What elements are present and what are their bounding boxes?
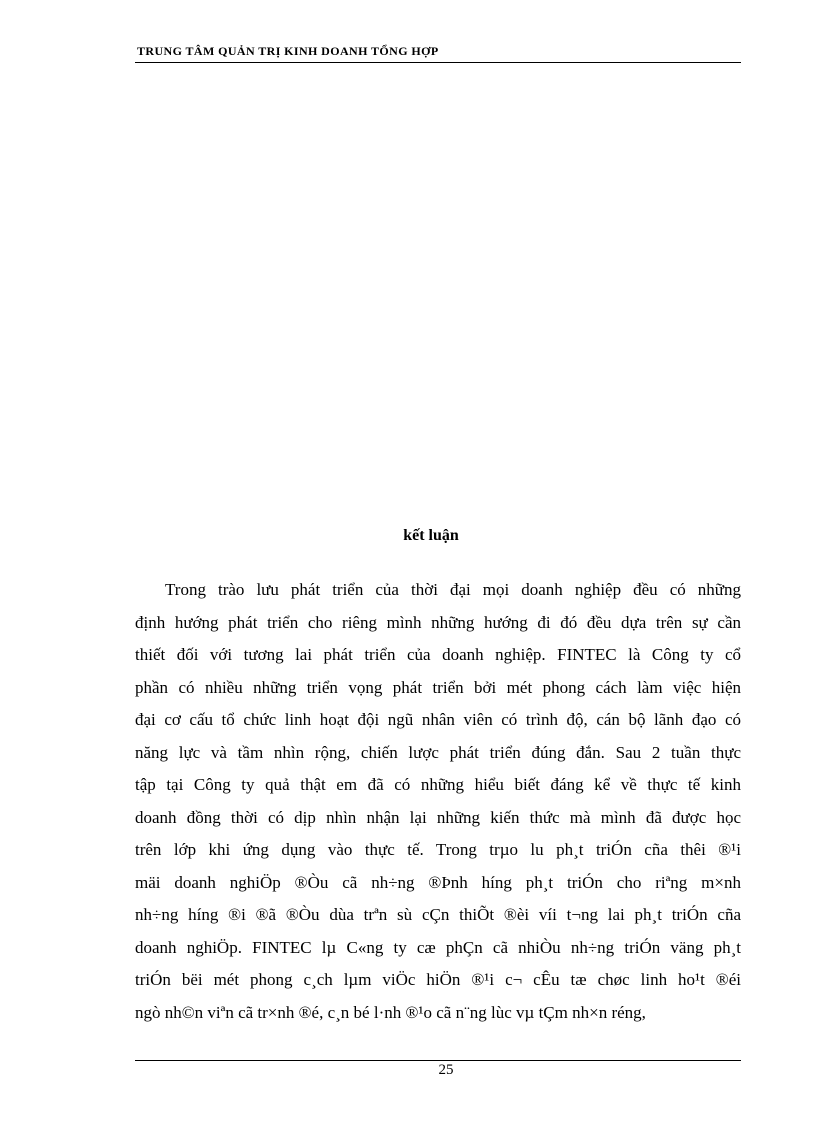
paragraph-line: triÓn bëi mét phong c¸ch lµm viÖc hiÖn ®¹i c¬ cÊu tæ chøc linh ho¹t ®éi xyxy=(135,970,741,989)
body-paragraph xyxy=(135,574,741,1029)
page-number: 25 xyxy=(438,1062,454,1078)
paragraph-line: phần có nhiều những triển vọng phát triển bởi mét phong cách làm việc hiện xyxy=(135,677,741,697)
section-title: kết luận xyxy=(403,527,459,544)
paragraph-line: định hướng phát triển cho riêng mình những hướng đi đó đều dựa trên sự cần xyxy=(135,612,741,632)
paragraph-line: mäi doanh nghiÖp ®Òu cã nh÷ng ®Þnh híng ph¸t triÓn cho riªng m×nh xyxy=(135,872,741,892)
paragraph-line: thiết đối với tương lai phát triển của doanh nghiệp. FINTEC là Công ty cổ xyxy=(135,645,741,664)
paragraph-line: doanh đồng thời có dịp nhìn nhận lại những kiến thức mà mình đã được học xyxy=(135,807,741,827)
paragraph-line: Trong trào lưu phát triển của thời đại mọi doanh nghiệp đều có những xyxy=(165,580,741,599)
paragraph-line: ngò nh©n viªn cã tr×nh ®é, c¸n bé l·nh ®¹o cã n¨ng lùc vµ tÇm nh×n réng, xyxy=(135,1002,646,1022)
footer-divider xyxy=(135,1060,741,1061)
paragraph-line: nh÷ng híng ®i ®ã ®Òu dùa trªn sù cÇn thiÕt ®èi víi t¬ng lai ph¸t triÓn cña xyxy=(135,905,741,924)
paragraph-line: trên lớp khi ứng dụng vào thực tế. Trong trµo lu ph¸t triÓn cña thêi ®¹i xyxy=(135,840,741,859)
header-divider xyxy=(135,62,741,63)
paragraph-line: đại cơ cấu tổ chức linh hoạt đội ngũ nhân viên có trình độ, cán bộ lãnh đạo có xyxy=(135,710,741,729)
paragraph-line: năng lực và tầm nhìn rộng, chiến lược phát triển đúng đắn. Sau 2 tuần thực xyxy=(135,742,741,762)
paragraph-line: doanh nghiÖp. FINTEC lµ C«ng ty cæ phÇn cã nhiÒu nh÷ng triÓn väng ph¸t xyxy=(135,937,741,957)
paragraph-line: tập tại Công ty quả thật em đã có những hiểu biết đáng kể về thực tế kinh xyxy=(135,775,741,794)
page-header-title: TRUNG TÂM QUẢN TRỊ KINH DOANH TỔNG HỢP xyxy=(137,44,439,58)
